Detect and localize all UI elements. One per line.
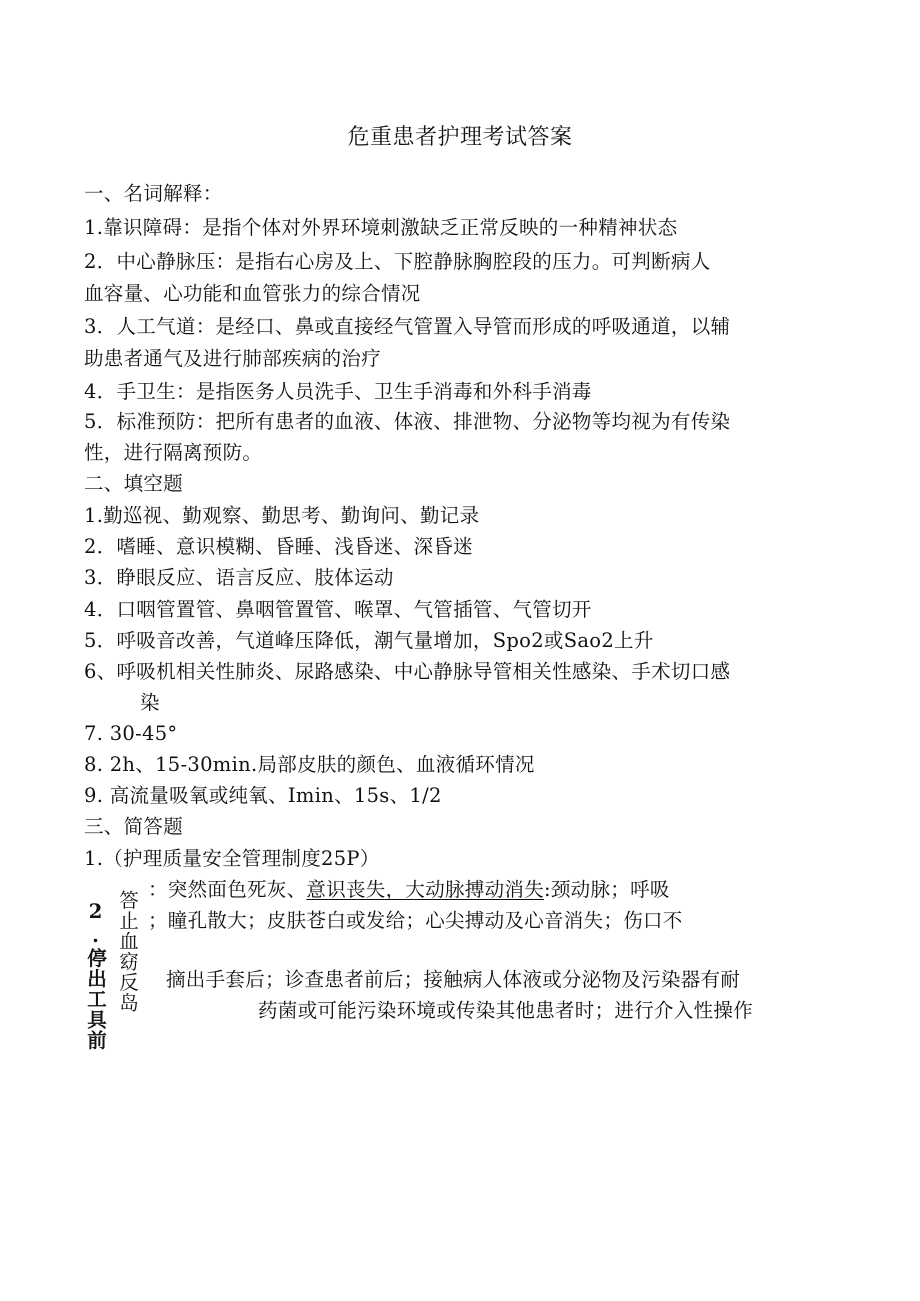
fill-item-8: 8. 2h、15-30min.局部皮肤的颜色、血液循环情况 [84,753,535,776]
fill-item-5: 5．呼吸音改善，气道峰压降低，潮气量增加，Spo2或Sao2上升 [84,629,654,652]
fill-item-3: 3．睁眼反应、语言反应、肢体运动 [84,566,394,589]
underlined-answer-text: 意识丧失，大动脉搏动消失 [306,878,545,901]
short-answer-2-line-1 [148,876,670,904]
answer-text-a: ：突然面色死灰、 [148,878,307,901]
document-title: 危重患者护理考试答案 [347,125,573,150]
vertical-text-column-2: 答止血窈反岛 [116,890,139,1013]
fill-item-1: 1.勤巡视、勤观察、勤思考、勤询问、勤记录 [84,504,480,527]
short-answer-3-line-2: 药菌或可能污染环境或传染其他患者时；进行介入性操作 [258,999,754,1022]
short-answer-1: 1.（护理质量安全管理制度25P） [84,847,380,870]
section3-heading: 三、简答题 [84,815,184,838]
definition-item-4: 4．手卫生：是指医务人员洗手、卫生手消毒和外科手消毒 [84,380,592,403]
fill-item-4: 4．口咽管置管、鼻咽管置管、喉罩、气管插管、气管切开 [84,598,592,621]
definition-item-3-cont: 助患者通气及进行肺部疾病的治疗 [84,347,382,370]
fill-item-7: 7. 30-45° [84,722,178,745]
section1-heading: 一、名词解释： [84,182,223,205]
short-answer-2-line-2: ；瞳孔散大；皮肤苍白或发给；心尖搏动及心音消失；伤口不 [148,909,683,932]
definition-item-3: 3．人工气道：是经口、鼻或直接经气管置入导管而形成的呼吸通道，以辅 [84,315,731,338]
definition-item-5-cont: 性，进行隔离预防。 [84,441,263,464]
fill-item-2: 2．嗜睡、意识模糊、昏睡、浅昏迷、深昏迷 [84,535,473,558]
fill-item-6: 6、呼吸机相关性肺炎、尿路感染、中心静脉导管相关性感染、手术切口感 [84,660,731,683]
section2-heading: 二、填空题 [84,472,184,495]
definition-item-5: 5．标准预防：把所有患者的血液、体液、排泄物、分泌物等均视为有传染 [84,410,731,433]
short-answer-3-line-1: 摘出手套后；诊查患者前后；接触病人体液或分泌物及污染器有耐 [166,968,741,991]
definition-item-1: 1.靠识障碍：是指个体对外界环境刺激缺乏正常反映的一种精神状态 [84,216,678,239]
fill-item-9: 9. 高流量吸氧或纯氧、Imin、15s、1/2 [84,784,442,807]
vertical-text-column-1: 2.停出工具前 [84,900,107,1051]
answer-text-b: :颈动脉；呼吸 [544,878,670,901]
fill-item-6-cont: 染 [140,691,160,714]
definition-item-2-cont: 血容量、心功能和血管张力的综合情况 [84,282,421,305]
definition-item-2: 2．中心静脉压：是指右心房及上、下腔静脉胸腔段的压力。可判断病人 [84,250,711,273]
